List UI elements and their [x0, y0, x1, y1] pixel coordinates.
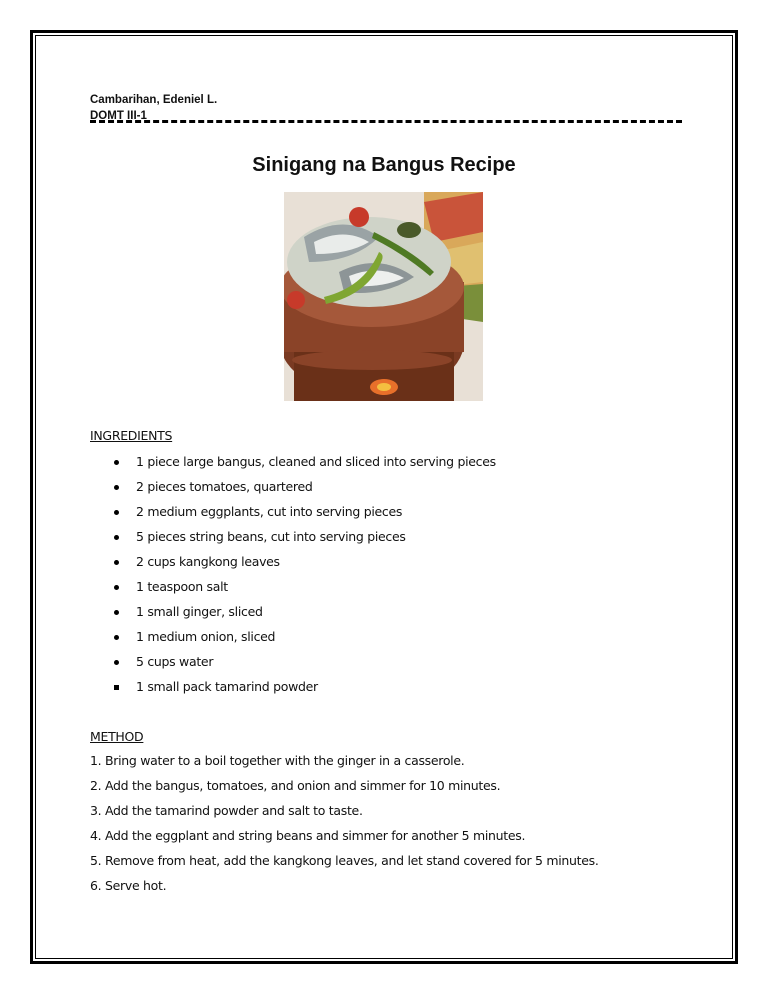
ingredient-text: 5 pieces string beans, cut into serving pieces	[136, 529, 406, 544]
author-section: DOMT III-1	[90, 110, 147, 122]
method-step: 4. Add the eggplant and string beans and simmer for another 5 minutes.	[90, 828, 526, 843]
ingredient-text: 1 small pack tamarind powder	[136, 679, 318, 694]
list-item	[111, 677, 496, 702]
bullet-icon	[114, 585, 119, 590]
ingredient-text: 2 cups kangkong leaves	[136, 554, 280, 569]
list-item	[111, 652, 496, 677]
dashed-divider	[90, 120, 682, 123]
ingredients-heading: INGREDIENTS	[90, 428, 173, 443]
bullet-icon	[114, 485, 119, 490]
bullet-icon	[114, 610, 119, 615]
list-item	[111, 477, 496, 502]
list-item	[111, 527, 496, 552]
list-item	[111, 502, 496, 527]
list-item	[111, 552, 496, 577]
ingredient-text: 1 teaspoon salt	[136, 579, 228, 594]
method-step: 2. Add the bangus, tomatoes, and onion and simmer for 10 minutes.	[90, 778, 501, 793]
recipe-title: Sinigang na Bangus Recipe	[252, 154, 516, 176]
ingredient-text: 1 piece large bangus, cleaned and sliced into serving pieces	[136, 454, 496, 469]
method-heading: METHOD	[90, 729, 144, 744]
bullet-icon	[114, 510, 119, 515]
ingredient-text: 2 medium eggplants, cut into serving pieces	[136, 504, 403, 519]
bullet-icon	[114, 460, 119, 465]
list-item	[111, 602, 496, 627]
author-name: Cambarihan, Edeniel L.	[90, 94, 218, 106]
square-bullet-icon	[114, 685, 119, 690]
method-list	[90, 751, 599, 901]
ingredient-text: 1 small ginger, sliced	[136, 604, 263, 619]
ingredient-text: 1 medium onion, sliced	[136, 629, 276, 644]
bullet-icon	[114, 535, 119, 540]
bullet-icon	[114, 635, 119, 640]
list-item	[111, 452, 496, 477]
list-item	[111, 627, 496, 652]
recipe-photo	[284, 192, 483, 401]
ingredient-text: 5 cups water	[136, 654, 214, 669]
method-step: 6. Serve hot.	[90, 878, 167, 893]
ingredients-list	[111, 452, 496, 702]
method-step: 1. Bring water to a boil together with the ginger in a casserole.	[90, 753, 465, 768]
bullet-icon	[114, 560, 119, 565]
list-item	[111, 577, 496, 602]
ingredient-text: 2 pieces tomatoes, quartered	[136, 479, 313, 494]
bullet-icon	[114, 660, 119, 665]
method-step: 3. Add the tamarind powder and salt to taste.	[90, 803, 363, 818]
method-step: 5. Remove from heat, add the kangkong leaves, and let stand covered for 5 minutes.	[90, 853, 599, 868]
